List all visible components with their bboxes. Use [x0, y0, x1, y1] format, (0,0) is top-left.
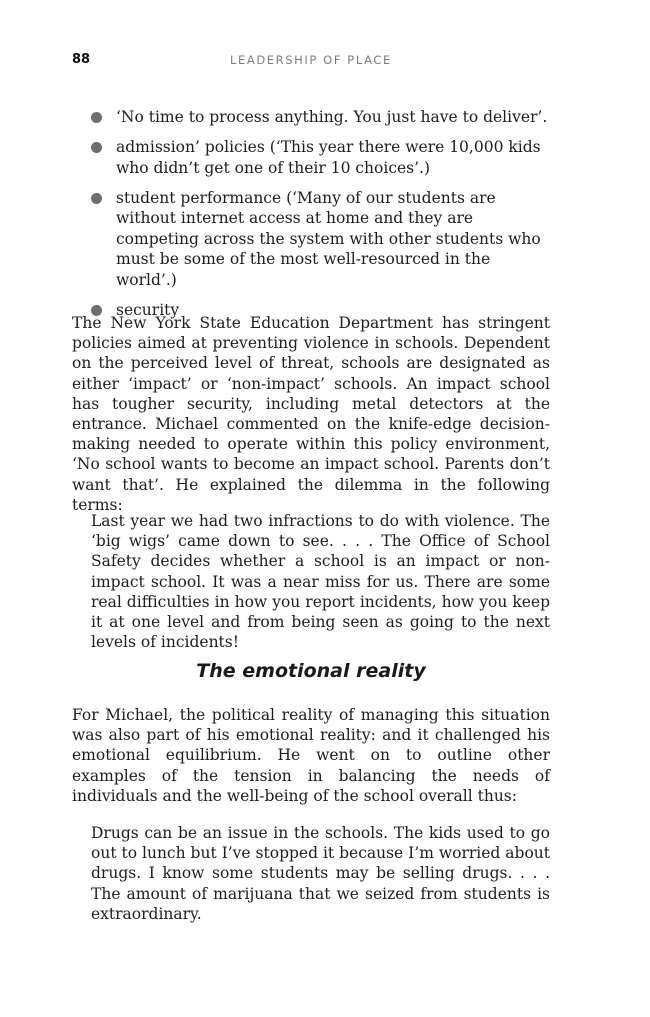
list-item-text: admission’ policies (‘This year there were 10,000 kids who didn’t get one of their 10 choices’.) — [116, 138, 541, 177]
block-quote-drugs: Drugs can be an issue in the schools. The kids used to go out to lunch but I’ve stopped it because I’m worried about drugs. I know some students may be selling drugs. . . . The amount of marijuana that we seized from students is extraordinary. — [91, 824, 550, 923]
page-header — [72, 52, 550, 72]
page-number: 88 — [72, 52, 91, 67]
body-paragraph-emotional: For Michael, the political reality of managing this situation was also part of his emotional reality: and it challenged his emotional equilibrium. He went on to outline other examples of the tension in balancing the needs of individuals and the well-being of the school overall thus: — [72, 706, 550, 805]
bullet-icon — [91, 112, 102, 123]
section-heading: The emotional reality — [196, 660, 426, 682]
list-item — [91, 188, 551, 291]
body-paragraph-policy: The New York State Education Department has stringent policies aimed at preventing violence in schools. Dependent on the perceived level of threat, schools are designated as either ‘impact’ or ‘non-impact’ schools. An impact school has tougher security, including metal detectors at the entrance. Michael commented on the knife-edge decision-making needed to operate within this policy environment, ‘No school wants to become an impact school. Parents don’t want that’. He explained the dilemma in the following terms: — [72, 314, 550, 514]
bullet-icon — [91, 142, 102, 153]
list-item-text: security — [116, 300, 180, 319]
bullet-icon — [91, 193, 102, 204]
list-item-text: ‘No time to process anything. You just have to deliver’. — [116, 108, 548, 126]
list-item-text: student performance (‘Many of our students are without internet access at home and they are competing across the system with other students who must be some of the most well-resourced in the world’.) — [116, 188, 541, 289]
list-item — [91, 137, 551, 178]
block-quote-violence: Last year we had two infractions to do with violence. The ‘big wigs’ came down to see. . . . The Office of School Safety decides whether a school is an impact or non-impact school. It was a near miss for us. There are some real difficulties in how you report incidents, how you keep it at one level and from being seen as going to the next levels of incidents! — [91, 512, 550, 652]
running-head: LEADERSHIP OF PLACE — [230, 53, 392, 67]
bullet-list — [91, 107, 551, 330]
list-item — [91, 107, 551, 128]
